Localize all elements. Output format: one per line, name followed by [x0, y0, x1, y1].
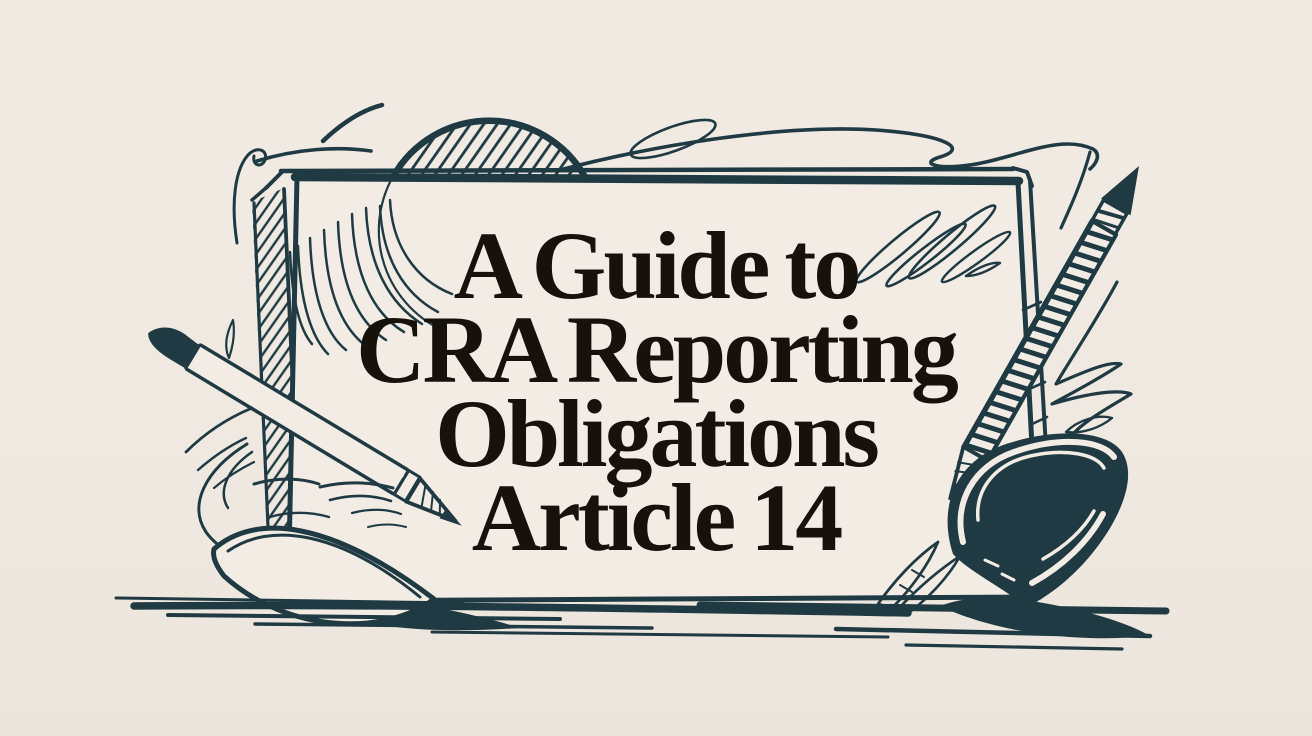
title-line-4: Article 14 [471, 464, 841, 571]
title-line-2: CRA Reporting [356, 296, 956, 403]
page-title [206, 212, 1106, 571]
title-line-3: Obligations [435, 380, 877, 487]
title-line-1: A Guide to [453, 212, 859, 319]
